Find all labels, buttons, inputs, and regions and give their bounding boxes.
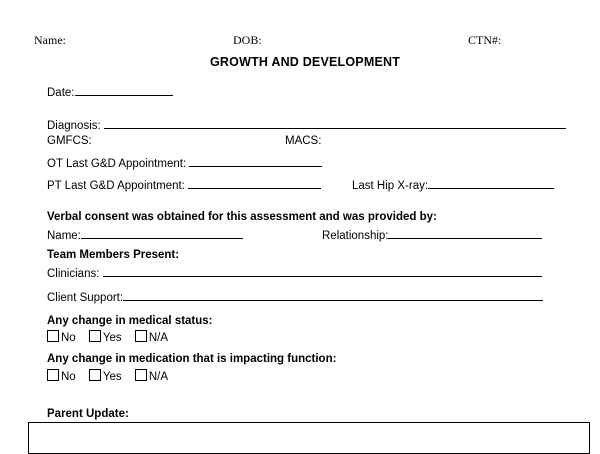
medication-option-no[interactable] [47, 369, 76, 383]
ot-last-field[interactable] [47, 155, 322, 170]
relationship-field[interactable] [322, 227, 542, 242]
medication-heading: Any change in medication that is impacting function: [47, 353, 337, 365]
diagnosis-blank[interactable] [104, 117, 566, 129]
header-ctn-label: CTN#: [468, 33, 502, 47]
relationship-blank[interactable] [388, 227, 542, 239]
clinicians-blank[interactable] [103, 265, 542, 277]
pt-last-label: PT Last G&D Appointment: [47, 180, 185, 192]
date-label: Date: [47, 87, 75, 99]
date-field[interactable] [47, 84, 173, 99]
medical-status-options [47, 330, 178, 344]
medical-status-option-na[interactable] [135, 330, 168, 344]
header-name-label: Name: [34, 33, 66, 47]
checkbox-icon[interactable] [47, 330, 59, 342]
ot-last-label: OT Last G&D Appointment: [47, 158, 187, 170]
medical-status-option-yes[interactable] [89, 330, 122, 344]
clinicians-field[interactable] [47, 265, 542, 280]
option-label: No [61, 332, 76, 344]
checkbox-icon[interactable] [135, 369, 147, 381]
option-label: No [61, 371, 76, 383]
diagnosis-field[interactable] [47, 117, 566, 132]
gmfcs-label: GMFCS: [47, 135, 92, 147]
form-title: GROWTH AND DEVELOPMENT [210, 55, 401, 69]
hip-xray-blank[interactable] [428, 177, 554, 189]
client-support-field[interactable] [47, 289, 543, 304]
pt-last-blank[interactable] [188, 177, 321, 189]
consent-heading: Verbal consent was obtained for this assessment and was provided by: [47, 211, 437, 223]
consent-name-blank[interactable] [81, 227, 243, 239]
option-label: Yes [102, 332, 122, 344]
diagnosis-label: Diagnosis: [47, 120, 101, 132]
parent-update-heading: Parent Update: [47, 408, 129, 420]
parent-update-textbox[interactable] [28, 422, 590, 454]
medical-status-option-no[interactable] [47, 330, 76, 344]
medication-options [47, 369, 178, 383]
medication-option-na[interactable] [135, 369, 168, 383]
relationship-label: Relationship: [322, 230, 389, 242]
checkbox-icon[interactable] [89, 330, 101, 342]
consent-name-field[interactable] [47, 227, 243, 242]
clinicians-label: Clinicians: [47, 268, 100, 280]
ot-last-blank[interactable] [189, 155, 322, 167]
hip-xray-label: Last Hip X-ray: [352, 180, 429, 192]
pt-last-field[interactable] [47, 177, 321, 192]
medical-status-heading: Any change in medical status: [47, 315, 213, 327]
date-blank[interactable] [75, 84, 173, 96]
checkbox-icon[interactable] [47, 369, 59, 381]
client-support-blank[interactable] [123, 289, 543, 301]
option-label: N/A [148, 332, 169, 344]
medication-option-yes[interactable] [89, 369, 122, 383]
option-label: N/A [148, 371, 169, 383]
header-dob-label: DOB: [233, 33, 262, 47]
client-support-label: Client Support: [47, 292, 124, 304]
consent-name-label: Name: [47, 230, 81, 242]
checkbox-icon[interactable] [89, 369, 101, 381]
macs-label: MACS: [285, 135, 322, 147]
hip-xray-field[interactable] [352, 177, 554, 192]
team-heading: Team Members Present: [47, 249, 180, 261]
checkbox-icon[interactable] [135, 330, 147, 342]
option-label: Yes [102, 371, 122, 383]
